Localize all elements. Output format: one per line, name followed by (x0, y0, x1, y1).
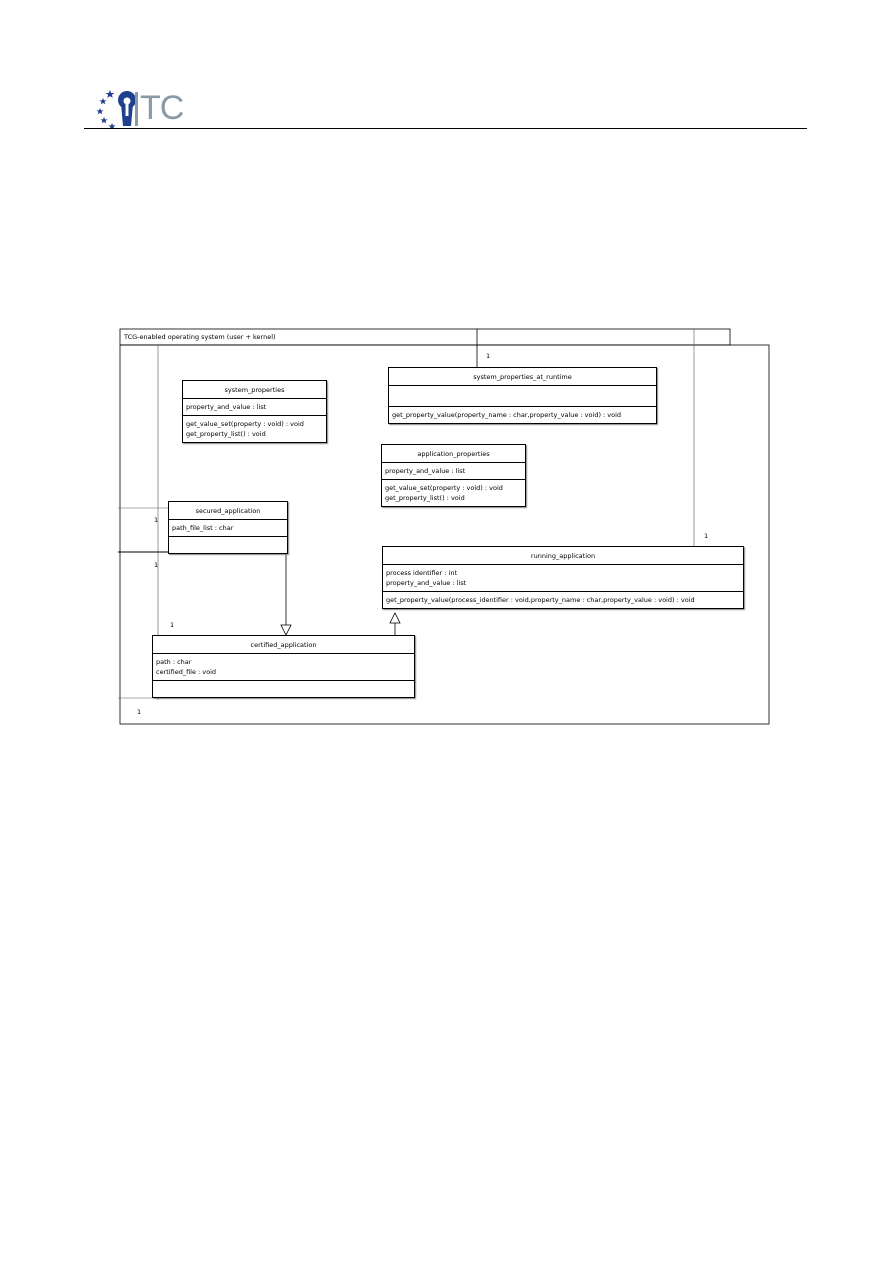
multiplicity-label: 1 (137, 708, 142, 716)
package-title: TCG-enabled operating system (user + kernel) (124, 333, 276, 341)
operations-compartment (183, 416, 326, 442)
operation: get_property_list() : void (385, 494, 465, 502)
operation: get_value_set(property : void) : void (385, 484, 503, 492)
multiplicity-label: 1 (486, 352, 491, 360)
class-name: application_properties (382, 445, 525, 463)
multiplicity-label: 1 (154, 561, 159, 569)
class-application-properties[interactable] (381, 444, 526, 507)
operations-compartment (383, 592, 743, 608)
class-name: certified_application (153, 636, 414, 654)
operations-compartment (169, 537, 287, 553)
class-running-application[interactable] (382, 546, 744, 609)
operations-compartment (153, 681, 414, 697)
attribute: property_and_value : list (386, 579, 467, 587)
class-name: running_application (383, 547, 743, 565)
class-secured-application[interactable] (168, 501, 288, 554)
attributes-compartment (183, 399, 326, 416)
multiplicity-label: 1 (704, 532, 709, 540)
class-system-properties-at-runtime[interactable] (388, 367, 657, 424)
operation: get_property_list() : void (186, 430, 266, 438)
class-name: system_properties (183, 381, 326, 399)
attribute: process identifier : int (386, 569, 458, 577)
operations-compartment (382, 480, 525, 506)
multiplicity-label: 1 (154, 516, 159, 524)
attributes-compartment (389, 386, 656, 407)
attributes-compartment (169, 520, 287, 537)
attribute: path_file_list : char (172, 524, 234, 532)
class-certified-application[interactable] (152, 635, 415, 698)
attributes-compartment (382, 463, 525, 480)
class-system-properties[interactable] (182, 380, 327, 443)
attributes-compartment (383, 565, 743, 592)
operation: get_property_value(property_name : char,property_value : void) : void (392, 411, 622, 419)
multiplicity-label: 1 (170, 621, 175, 629)
attribute: property_and_value : list (186, 403, 267, 411)
class-name: secured_application (169, 502, 287, 520)
attribute: property_and_value : list (385, 467, 466, 475)
operation: get_value_set(property : void) : void (186, 420, 304, 428)
attribute: certified_file : void (156, 668, 217, 676)
operation: get_property_value(process_identifier : void,property_name : char,property_value : void) : void (386, 596, 695, 604)
attributes-compartment (153, 654, 414, 681)
operations-compartment (389, 407, 656, 423)
class-name: system_properties_at_runtime (389, 368, 656, 386)
logo-text: TC (140, 89, 184, 127)
attribute: path : char (156, 658, 192, 666)
